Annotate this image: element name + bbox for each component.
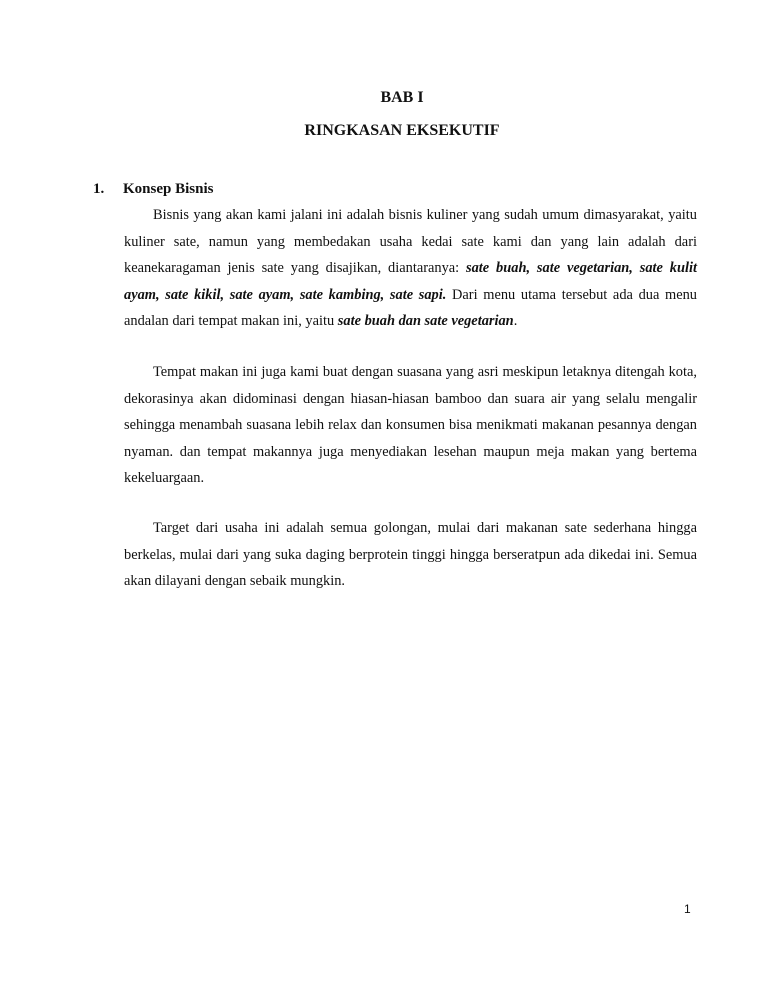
signature-menu-emphasis: sate buah dan sate vegetarian xyxy=(337,313,514,329)
paragraph-text: Dari menu utama tersebut ada dua menu andalan dari tempat makan ini, yaitu xyxy=(124,286,697,329)
chapter-title: RINGKASAN EKSEKUTIF xyxy=(304,122,500,139)
section-title: Konsep Bisnis xyxy=(123,181,214,197)
section-number: 1. xyxy=(93,181,105,197)
section-heading xyxy=(93,181,213,198)
paragraph-text: . xyxy=(513,313,518,329)
chapter-heading: BAB I xyxy=(380,89,424,106)
page-number: 1 xyxy=(684,902,691,916)
paragraph-text: Bisnis yang akan kami jalani ini adalah bisnis kuliner yang sudah umum dimasyarakat, yaitu kuliner sate, namun yang membedakan usaha kedai sate kami dan yang lain adalah dari keanekaragaman jenis sate yang disajikan, diantaranya: xyxy=(124,207,697,276)
paragraph-ambience: Tempat makan ini juga kami buat dengan suasana yang asri meskipun letaknya ditengah kota, dekorasinya akan didominasi dengan hiasan-hiasan bamboo dan suara air yang selalu mengalir sehingga menambah suasana lebih relax dan konsumen bisa menikmati makanan pesannya dengan nyaman. dan tempat makannya juga menyediakan lesehan maupun meja makan yang bertema kekeluargaan. xyxy=(124,364,697,486)
paragraph-target: Target dari usaha ini adalah semua golongan, mulai dari makanan sate sederhana hingga berkelas, mulai dari yang suka daging berprotein tinggi hingga berseratpun ada dikedai ini. Semua akan dilayani dengan sebaik mungkin. xyxy=(124,520,697,589)
menu-list-emphasis: sate buah, sate vegetarian, sate kulit ayam, sate kikil, sate ayam, sate kambing, sate sapi. xyxy=(124,260,697,303)
paragraph-concept xyxy=(124,202,697,335)
